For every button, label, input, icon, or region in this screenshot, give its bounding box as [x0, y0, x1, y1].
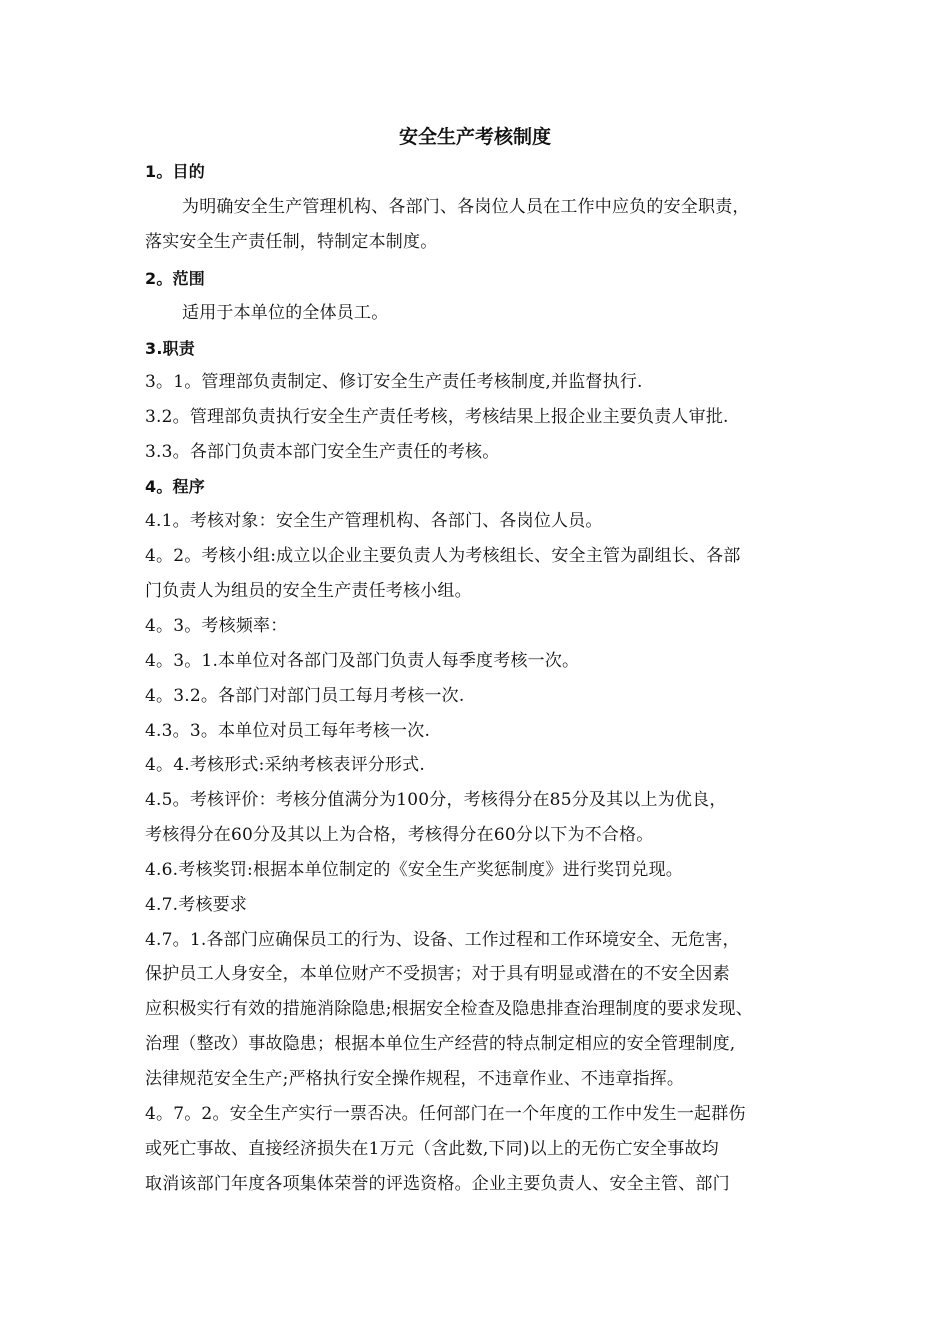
paragraph-line: 应积极实行有效的措施消除隐患;根据安全检查及隐患排查治理制度的要求发现、	[145, 999, 753, 1019]
paragraph-line: 4。2。考核小组:成立以企业主要负责人为考核组长、安全主管为副组长、各部	[145, 546, 741, 566]
paragraph-line: 4。4.考核形式:采纳考核表评分形式.	[145, 755, 425, 775]
paragraph-line: 3.2。管理部负责执行安全生产责任考核，考核结果上报企业主要负责人审批.	[145, 407, 729, 427]
paragraph-line: 4。3。考核频率：	[145, 616, 288, 636]
paragraph-line: 取消该部门年度各项集体荣誉的评选资格。企业主要负责人、安全主管、部门	[145, 1174, 730, 1194]
paragraph-line: 3。1。管理部负责制定、修订安全生产责任考核制度,并监督执行.	[145, 372, 643, 392]
paragraph-line: 考核得分在60分及其以上为合格，考核得分在60分以下为不合格。	[145, 825, 654, 845]
paragraph-line: 4.7.考核要求	[145, 895, 248, 915]
section-heading-scope: 2。范围	[145, 269, 205, 288]
paragraph-line: 保护员工人身安全，本单位财产不受损害；对于具有明显或潜在的不安全因素	[145, 964, 730, 984]
paragraph-line: 落实安全生产责任制，特制定本制度。	[145, 232, 438, 252]
paragraph-line: 4。3.2。各部门对部门员工每月考核一次.	[145, 686, 465, 706]
paragraph-line: 或死亡事故、直接经济损失在1万元（含此数,下同)以上的无伤亡安全事故均	[145, 1139, 719, 1159]
paragraph-line: 4.6.考核奖罚:根据本单位制定的《安全生产奖惩制度》进行奖罚兑现。	[145, 860, 683, 880]
paragraph-line: 为明确安全生产管理机构、各部门、各岗位人员在工作中应负的安全职责，	[182, 197, 750, 217]
paragraph-line: 门负责人为组员的安全生产责任考核小组。	[145, 581, 472, 601]
paragraph-line: 4.5。考核评价：考核分值满分为100分，考核得分在85分及其以上为优良，	[145, 790, 727, 810]
section-heading-procedure: 4。程序	[145, 477, 205, 496]
document-title: 安全生产考核制度	[398, 126, 551, 148]
paragraph-line: 4。7。2。安全生产实行一票否决。任何部门在一个年度的工作中发生一起群伤	[145, 1104, 746, 1124]
section-heading-purpose: 1。目的	[145, 162, 205, 181]
paragraph-line: 法律规范安全生产;严格执行安全操作规程，不违章作业、不违章指挥。	[145, 1069, 685, 1089]
paragraph-line: 3.3。各部门负责本部门安全生产责任的考核。	[145, 442, 500, 462]
paragraph-line: 4.7。1.各部门应确保员工的行为、设备、工作过程和工作环境安全、无危害，	[145, 930, 740, 950]
paragraph-line: 4.3。3。本单位对员工每年考核一次.	[145, 721, 431, 741]
paragraph-line: 4。3。1.本单位对各部门及部门负责人每季度考核一次。	[145, 651, 580, 671]
paragraph-line: 适用于本单位的全体员工。	[182, 303, 389, 323]
paragraph-line: 4.1。考核对象：安全生产管理机构、各部门、各岗位人员。	[145, 511, 603, 531]
section-heading-responsibilities: 3.职责	[145, 339, 196, 358]
paragraph-line: 治理（整改）事故隐患；根据本单位生产经营的特点制定相应的安全管理制度,	[145, 1034, 736, 1054]
